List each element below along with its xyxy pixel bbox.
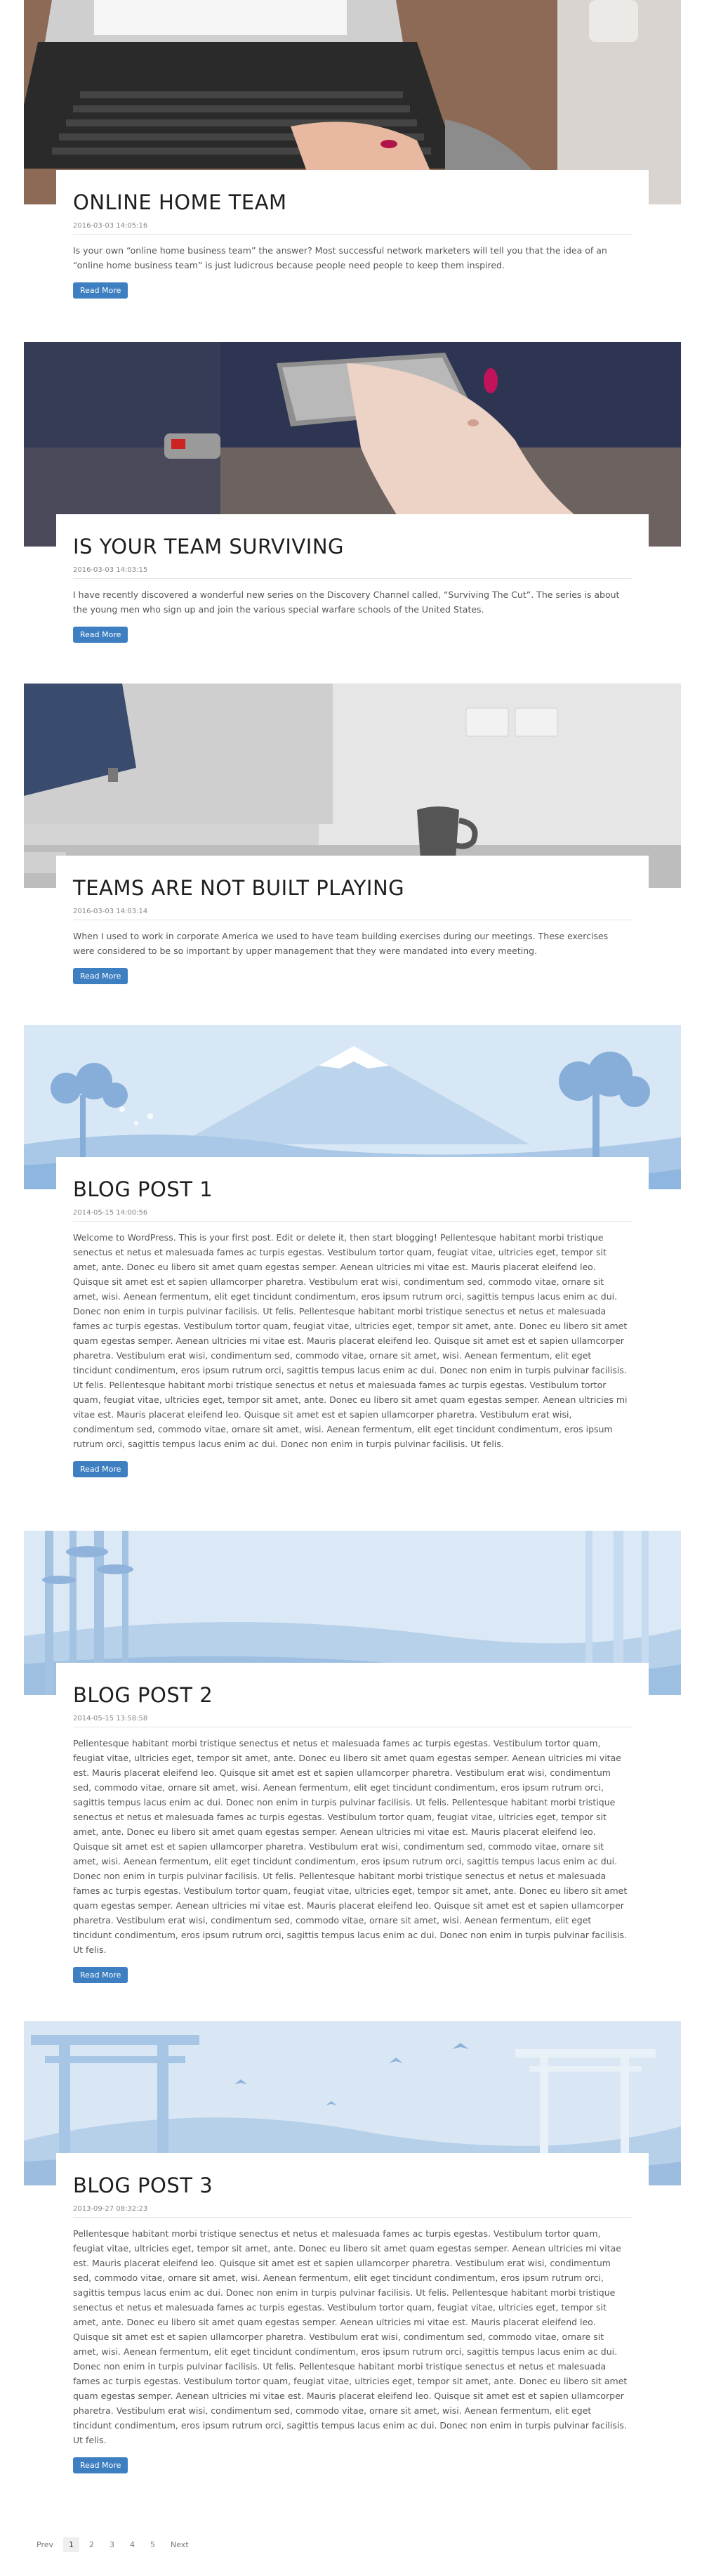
post-excerpt: Is your own “online home business team” the answer? Most successful network marketers will tell you that the idea of an “online home business team” is just ludicrous because people need people to keep them inspired. <box>73 245 607 270</box>
read-more-button[interactable]: Read More <box>73 1461 128 1477</box>
post-excerpt: When I used to work in corporate America we used to have team building exercises during our meetings. These exercises were considered to be so important by upper management that they were mandated into every meeting. <box>73 931 609 956</box>
post-card <box>56 514 649 657</box>
post-title[interactable]: BLOG POST 2 <box>73 1683 213 1707</box>
post-excerpt: Pellentesque habitant morbi tristique senectus et netus et malesuada fames ac turpis egestas. Vestibulum tortor quam, feugiat vitae, ultricies eget, tempor sit amet, ante. Donec eu libero sit amet quam egestas semper. Aenean ultricies mi vitae est. Mauris placerat eleifend leo. Quisque sit amet est et sapien ullamcorper pharetra. Vestibulum erat wisi, condimentum sed, commodo vitae, ornare sit amet, wisi. Aenean fermentum, elit eget tincidunt condimentum, eros ipsum rutrum orci, sagittis tempus lacus enim ac dui. Donec non enim in turpis pulvinar facilisis. Ut felis. Pellentesque habitant morbi tristique senectus et netus et malesuada fames ac turpis egestas. Vestibulum tortor quam, feugiat vitae, ultricies eget, tempor sit amet, ante. Donec eu libero sit amet quam egestas semper. Aenean ultricies mi vitae est. Mauris placerat eleifend leo. Quisque sit amet est et sapien ullamcorper pharetra. Vestibulum erat wisi, condimentum sed, commodo vitae, ornare sit amet, wisi. Aenean fermentum, elit eget tincidunt condimentum, eros ipsum rutrum orci, sagittis tempus lacus enim ac dui. Donec non enim in turpis pulvinar facilisis. Ut felis. Pellentesque habitant morbi tristique senectus et netus et malesuada fames ac turpis egestas. Vestibulum tortor quam, feugiat vitae, ultricies eget, tempor sit amet, ante. Donec eu libero sit amet quam egestas semper. Aenean ultricies mi vitae est. Mauris placerat eleifend leo. Quisque sit amet est et sapien ullamcorper pharetra. Vestibulum erat wisi, condimentum sed, commodo vitae, ornare sit amet, wisi. Aenean fermentum, elit eget tincidunt condimentum, eros ipsum rutrum orci, sagittis tempus lacus enim ac dui. Donec non enim in turpis pulvinar facilisis. Ut felis. <box>73 2228 628 2445</box>
pagination-page-3[interactable]: 3 <box>110 2540 114 2549</box>
pagination-page-1[interactable]: 1 <box>63 2537 79 2552</box>
post-date: 2016-03-03 14:03:15 <box>73 566 632 579</box>
post-card <box>56 1157 649 1491</box>
read-more-button[interactable]: Read More <box>73 1967 128 1983</box>
post-excerpt: Welcome to WordPress. This is your first post. Edit or delete it, then start blogging! Pellentesque habitant morbi tristique senectus et netus et malesuada fames ac turpis egestas. Vestibulum tortor quam, feugiat vitae, ultricies eget, tempor sit amet, ante. Donec eu libero sit amet quam egestas semper. Aenean ultricies mi vitae est. Mauris placerat eleifend leo. Quisque sit amet est et sapien ullamcorper pharetra. Vestibulum erat wisi, condimentum sed, commodo vitae, ornare sit amet, wisi. Aenean fermentum, elit eget tincidunt condimentum, eros ipsum rutrum orci, sagittis tempus lacus enim ac dui. Donec non enim in turpis pulvinar facilisis. Ut felis. Pellentesque habitant morbi tristique senectus et netus et malesuada fames ac turpis egestas. Vestibulum tortor quam, feugiat vitae, ultricies eget, tempor sit amet, ante. Donec eu libero sit amet quam egestas semper. Aenean ultricies mi vitae est. Mauris placerat eleifend leo. Quisque sit amet est et sapien ullamcorper pharetra. Vestibulum erat wisi, condimentum sed, commodo vitae, ornare sit amet, wisi. Aenean fermentum, elit eget tincidunt condimentum, eros ipsum rutrum orci, sagittis tempus lacus enim ac dui. Donec non enim in turpis pulvinar facilisis. Ut felis. Pellentesque habitant morbi tristique senectus et netus et malesuada fames ac turpis egestas. Vestibulum tortor quam, feugiat vitae, ultricies eget, tempor sit amet, ante. Donec eu libero sit amet quam egestas semper. Aenean ultricies mi vitae est. Mauris placerat eleifend leo. Quisque sit amet est et sapien ullamcorper pharetra. Vestibulum erat wisi, condimentum sed, commodo vitae, ornare sit amet, wisi. Aenean fermentum, elit eget tincidunt condimentum, eros ipsum rutrum orci, sagittis tempus lacus enim ac dui. Donec non enim in turpis pulvinar facilisis. Ut felis. <box>73 1232 628 1449</box>
read-more-button[interactable]: Read More <box>73 968 128 984</box>
post-title[interactable]: TEAMS ARE NOT BUILT PLAYING <box>73 876 405 900</box>
read-more-button[interactable]: Read More <box>73 2457 128 2473</box>
post-card <box>56 2153 649 2487</box>
pagination-prev[interactable]: Prev <box>37 2540 53 2549</box>
pagination-next[interactable]: Next <box>171 2540 189 2549</box>
post-title[interactable]: BLOG POST 3 <box>73 2173 213 2197</box>
post-title[interactable]: ONLINE HOME TEAM <box>73 190 287 214</box>
post-date: 2016-03-03 14:05:16 <box>73 222 632 235</box>
read-more-button[interactable]: Read More <box>73 282 128 299</box>
post-title[interactable]: IS YOUR TEAM SURVIVING <box>73 535 344 558</box>
pagination <box>31 2537 199 2552</box>
post-card <box>56 170 649 313</box>
post-date: 2014-05-15 14:00:56 <box>73 1209 632 1222</box>
post-date: 2013-09-27 08:32:23 <box>73 2205 632 2218</box>
post-title[interactable]: BLOG POST 1 <box>73 1177 213 1201</box>
post-card <box>56 1663 649 1997</box>
post-date: 2014-05-15 13:58:58 <box>73 1715 632 1727</box>
post-card <box>56 856 649 998</box>
read-more-button[interactable]: Read More <box>73 627 128 643</box>
pagination-page-4[interactable]: 4 <box>130 2540 135 2549</box>
post-date: 2016-03-03 14:03:14 <box>73 908 632 920</box>
post-excerpt: I have recently discovered a wonderful new series on the Discovery Channel called, “Surviving The Cut”. The series is about the young men who sign up and join the various special warfare schools of the United States. <box>73 589 620 615</box>
post-excerpt: Pellentesque habitant morbi tristique senectus et netus et malesuada fames ac turpis egestas. Vestibulum tortor quam, feugiat vitae, ultricies eget, tempor sit amet, ante. Donec eu libero sit amet quam egestas semper. Aenean ultricies mi vitae est. Mauris placerat eleifend leo. Quisque sit amet est et sapien ullamcorper pharetra. Vestibulum erat wisi, condimentum sed, commodo vitae, ornare sit amet, wisi. Aenean fermentum, elit eget tincidunt condimentum, eros ipsum rutrum orci, sagittis tempus lacus enim ac dui. Donec non enim in turpis pulvinar facilisis. Ut felis. Pellentesque habitant morbi tristique senectus et netus et malesuada fames ac turpis egestas. Vestibulum tortor quam, feugiat vitae, ultricies eget, tempor sit amet, ante. Donec eu libero sit amet quam egestas semper. Aenean ultricies mi vitae est. Mauris placerat eleifend leo. Quisque sit amet est et sapien ullamcorper pharetra. Vestibulum erat wisi, condimentum sed, commodo vitae, ornare sit amet, wisi. Aenean fermentum, elit eget tincidunt condimentum, eros ipsum rutrum orci, sagittis tempus lacus enim ac dui. Donec non enim in turpis pulvinar facilisis. Ut felis. Pellentesque habitant morbi tristique senectus et netus et malesuada fames ac turpis egestas. Vestibulum tortor quam, feugiat vitae, ultricies eget, tempor sit amet, ante. Donec eu libero sit amet quam egestas semper. Aenean ultricies mi vitae est. Mauris placerat eleifend leo. Quisque sit amet est et sapien ullamcorper pharetra. Vestibulum erat wisi, condimentum sed, commodo vitae, ornare sit amet, wisi. Aenean fermentum, elit eget tincidunt condimentum, eros ipsum rutrum orci, sagittis tempus lacus enim ac dui. Donec non enim in turpis pulvinar facilisis. Ut felis. <box>73 1738 628 1955</box>
pagination-page-5[interactable]: 5 <box>150 2540 155 2549</box>
pagination-page-2[interactable]: 2 <box>89 2540 94 2549</box>
